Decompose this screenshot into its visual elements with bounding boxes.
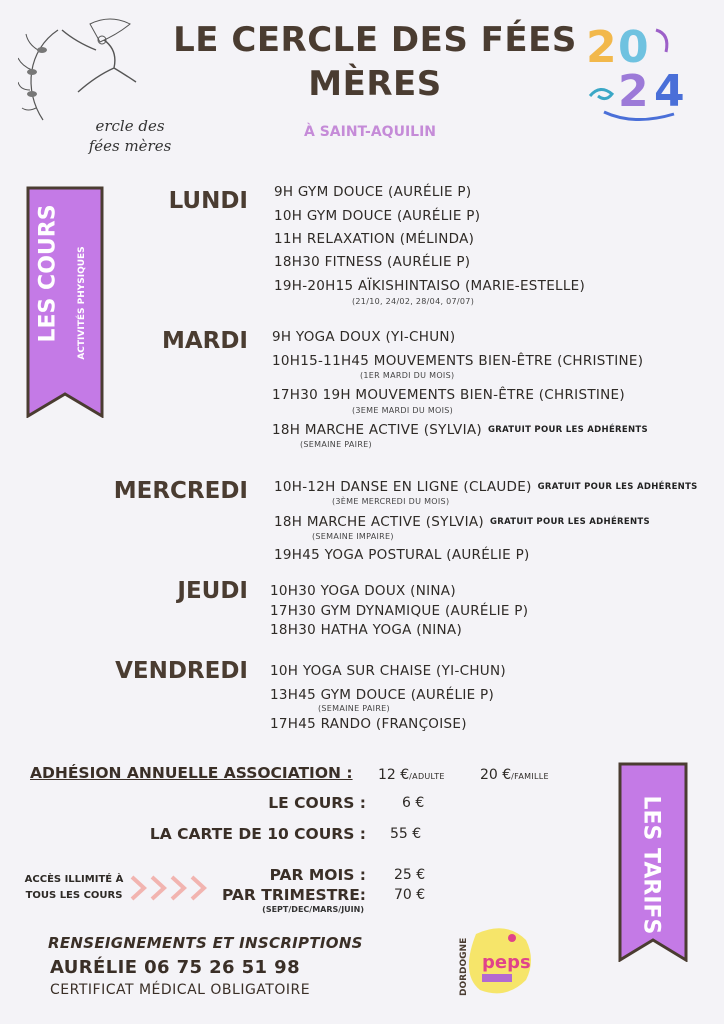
class-item: 10H YOGA SUR CHAISE (YI-CHUN) [270, 663, 506, 679]
acces-line1: ACCÈS ILLIMITÉ À [24, 874, 124, 885]
page-title [150, 18, 600, 106]
class-item: 18H30 HATHA YOGA (NINA) [270, 622, 463, 638]
class-label: 18H MARCHE ACTIVE (SYLVIA) [272, 422, 482, 438]
trimestre-price: 70 € [394, 887, 426, 903]
class-note: (3EME MARDI DU MOIS) [352, 406, 454, 415]
logo-text-line1: ercle des [95, 117, 165, 135]
class-note: (SEMAINE PAIRE) [318, 704, 390, 713]
class-item: 11H RELAXATION (MÉLINDA) [274, 231, 475, 247]
class-item: 19H-20H15 AÏKISHINTAISO (MARIE-ESTELLE) [274, 278, 586, 294]
cours-label: LE COURS : [268, 794, 366, 812]
trimestre-label: PAR TRIMESTRE: [221, 886, 366, 904]
class-note: (1ER MARDI DU MOIS) [360, 371, 455, 380]
svg-text:2: 2 [618, 66, 649, 117]
trimestre-periods: (SEPT/DEC/MARS/JUIN) [262, 905, 364, 914]
les-cours-title: LES COURS [35, 204, 61, 343]
cours-price: 6 € [402, 795, 425, 811]
carte-label: LA CARTE DE 10 COURS : [149, 825, 366, 843]
class-note: (21/10, 24/02, 28/04, 07/07) [352, 297, 475, 306]
class-item: 19H45 YOGA POSTURAL (AURÉLIE P) [274, 547, 530, 563]
class-label: 10H-12H DANSE EN LIGNE (CLAUDE) [274, 479, 532, 495]
class-item: 10H GYM DOUCE (AURÉLIE P) [274, 208, 481, 224]
acces-line2: TOUS LES COURS [25, 890, 123, 901]
day-jeudi: JEUDI [177, 578, 248, 604]
contact-phone: AURÉLIE 06 75 26 51 98 [50, 957, 300, 978]
class-item: 9H GYM DOUCE (AURÉLIE P) [274, 184, 472, 200]
day-lundi: LUNDI [168, 188, 248, 214]
class-note: (SEMAINE IMPAIRE) [312, 532, 394, 541]
les-tarifs-title: LES TARIFS [638, 795, 664, 935]
acces-illimite [14, 872, 134, 904]
mois-price: 25 € [394, 867, 426, 883]
class-item [272, 422, 648, 438]
class-item: 17H45 RANDO (FRANÇOISE) [270, 716, 467, 732]
adhesion-family-value: 20 € [480, 767, 512, 783]
title-line2: MÈRES [308, 64, 442, 104]
mois-label: PAR MOIS : [269, 866, 366, 884]
year-2024-logo [584, 16, 702, 124]
certificat-note: CERTIFICAT MÉDICAL OBLIGATOIRE [50, 982, 311, 998]
svg-text:0: 0 [618, 22, 649, 73]
free-badge: GRATUIT POUR LES ADHÉRENTS [537, 482, 698, 492]
title-line1: LE CERCLE DES FÉES [173, 20, 577, 60]
day-mardi: MARDI [161, 328, 248, 354]
free-badge: GRATUIT POUR LES ADHÉRENTS [487, 425, 648, 435]
class-note: (SEMAINE PAIRE) [300, 440, 372, 449]
day-vendredi: VENDREDI [115, 658, 248, 684]
class-item [274, 479, 698, 495]
class-label: 18H MARCHE ACTIVE (SYLVIA) [274, 514, 484, 530]
adhesion-family-price [480, 767, 549, 783]
free-badge: GRATUIT POUR LES ADHÉRENTS [489, 517, 650, 527]
adhesion-adult-price [378, 767, 445, 783]
adhesion-adult-value: 12 € [378, 767, 410, 783]
logo-text-line2: fées mères [88, 137, 172, 155]
logo-text [70, 116, 190, 156]
class-item [274, 514, 650, 530]
page-subtitle: À SAINT-AQUILIN [303, 124, 436, 140]
info-title: RENSEIGNEMENTS ET INSCRIPTIONS [48, 934, 363, 952]
class-item: 17H30 19H MOUVEMENTS BIEN-ÊTRE (CHRISTINE) [272, 387, 625, 403]
day-mercredi: MERCREDI [113, 478, 248, 504]
peps-text: peps [482, 952, 531, 973]
adhesion-adult-unit: /ADULTE [409, 772, 445, 781]
class-item: 10H15-11H45 MOUVEMENTS BIEN-ÊTRE (CHRISTINE) [272, 353, 644, 369]
adhesion-label: ADHÉSION ANNUELLE ASSOCIATION : [30, 764, 353, 782]
svg-text:2: 2 [586, 22, 617, 73]
class-item: 13H45 GYM DOUCE (AURÉLIE P) [270, 687, 495, 703]
class-item: 9H YOGA DOUX (YI-CHUN) [272, 329, 456, 345]
class-note: (3ÈME MERCREDI DU MOIS) [332, 497, 450, 506]
les-cours-subtitle: ACTIVITÉS PHYSIQUES [77, 246, 87, 360]
dordogne-text: DORDOGNE [459, 937, 469, 996]
class-item: 17H30 GYM DYNAMIQUE (AURÉLIE P) [270, 603, 529, 619]
class-item: 10H30 YOGA DOUX (NINA) [270, 583, 456, 599]
svg-text:4: 4 [654, 66, 685, 117]
peps-logo [456, 924, 536, 1000]
carte-price: 55 € [390, 826, 422, 842]
adhesion-family-unit: /FAMILLE [511, 772, 549, 781]
class-item: 18H30 FITNESS (AURÉLIE P) [274, 254, 471, 270]
